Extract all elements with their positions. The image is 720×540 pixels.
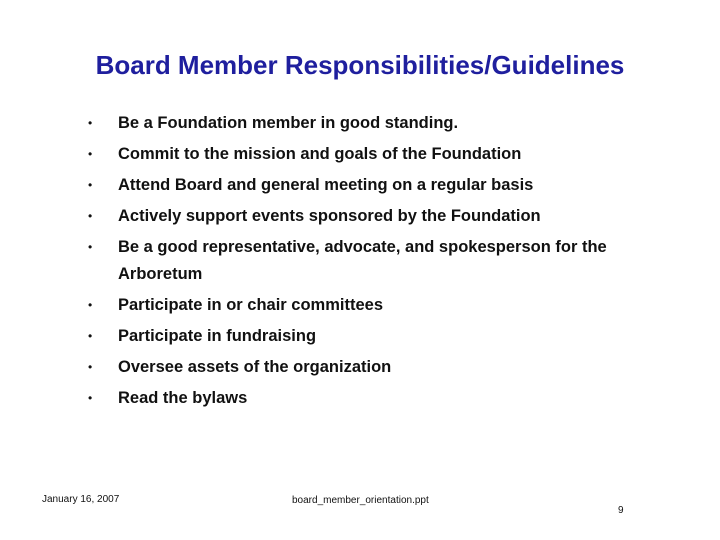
bullet-item — [88, 292, 668, 319]
bullet-icon: • — [88, 240, 93, 254]
bullet-item — [88, 141, 668, 168]
page-number: 9 — [618, 505, 624, 516]
footer-filename: board_member_orientation.ppt — [292, 495, 429, 506]
bullet-text: Attend Board and general meeting on a regular basis — [118, 176, 534, 194]
bullet-text: Be a good representative, advocate, and spokesperson for the Arboretum — [118, 238, 607, 283]
bullet-item — [88, 203, 668, 230]
bullet-item — [88, 385, 668, 412]
bullet-icon: • — [88, 298, 93, 312]
bullet-text: Read the bylaws — [118, 389, 248, 407]
bullet-item — [88, 234, 668, 288]
bullet-item — [88, 323, 668, 350]
bullet-list — [88, 110, 668, 416]
bullet-icon: • — [88, 209, 93, 223]
bullet-icon: • — [88, 116, 93, 130]
bullet-text: Oversee assets of the organization — [118, 358, 392, 376]
bullet-text: Participate in or chair committees — [118, 296, 384, 314]
bullet-icon: • — [88, 329, 93, 343]
bullet-text: Participate in fundraising — [118, 327, 317, 345]
slide-title: Board Member Responsibilities/Guidelines — [95, 50, 625, 80]
bullet-icon: • — [88, 360, 93, 374]
bullet-item — [88, 172, 668, 199]
footer-date: January 16, 2007 — [42, 494, 120, 505]
bullet-item — [88, 110, 668, 137]
bullet-text: Actively support events sponsored by the Foundation — [118, 207, 541, 225]
bullet-icon: • — [88, 178, 93, 192]
bullet-text: Be a Foundation member in good standing. — [118, 114, 459, 132]
bullet-icon: • — [88, 147, 93, 161]
bullet-item — [88, 354, 668, 381]
bullet-text: Commit to the mission and goals of the Foundation — [118, 145, 522, 163]
bullet-icon: • — [88, 391, 93, 405]
